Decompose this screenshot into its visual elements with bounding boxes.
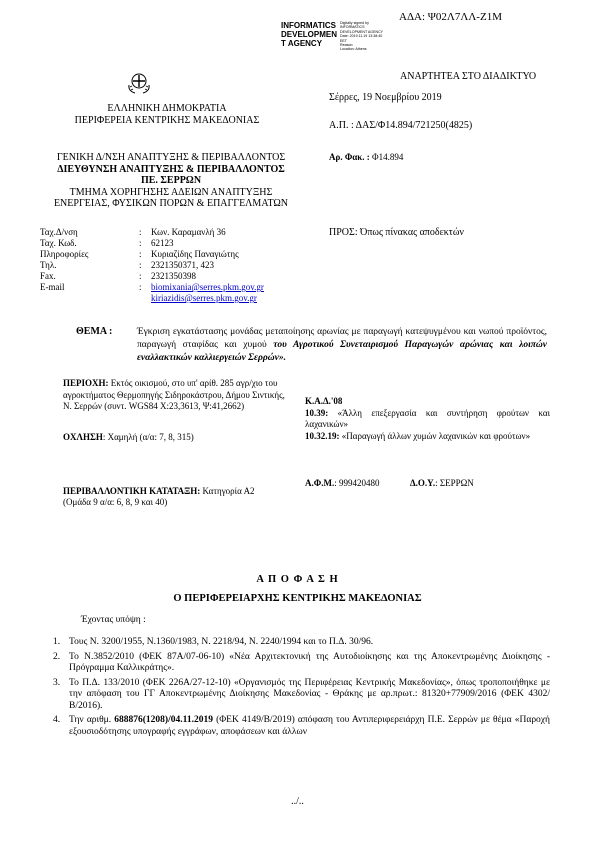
tax-id: Α.Φ.Μ.: 999420480: [305, 478, 380, 488]
contact-row: Πληροφορίες : Κυριαζίδης Παναγιώτης: [40, 249, 239, 259]
kad-info: Κ.Α.Δ.'08 10.39: «Άλλη επεξεργασία και συντήρηση φρούτων και λαχανικών» 10.32.19: «Παραγωγή άλλων χυμών λαχανικών και φρούτων»: [305, 396, 550, 441]
contact-row: Ταχ.Δ/νση : Κων. Καραμανλή 36: [40, 227, 226, 237]
file-number: Αρ. Φακ. : Φ14.894: [329, 152, 404, 162]
contact-row: Τηλ. : 2321350371, 423: [40, 260, 214, 270]
contact-row: Fax. : 2321350398: [40, 271, 196, 281]
list-item: 3. Το Π.Δ. 133/2010 (ΦΕΚ 226Α/27-12-10) «Οργανισμός της Περιφέρειας Κεντρικής Μακεδονίας», όπως τροποποιήθηκε με την απόφαση του ΓΓ Αποκεντρωμένης Διοίκησης Μακεδονίας - Θράκης με αρ.πρωτ.: 81320+77909/2016 (ΦΕΚ 4302/Β/2016).: [53, 677, 550, 711]
email-link-1[interactable]: biomixania@serres.pkm.gov.gr: [151, 282, 264, 292]
nuisance-info: ΟΧΛΗΣΗ: Χαμηλή (α/α: 7, 8, 315): [63, 432, 194, 442]
list-item: 4. Την αριθμ. 688876(1208)/04.11.2019 (ΦΕΚ 4149/Β/2019) απόφαση του Αντιπεριφερειάρχη Π.Ε. Σερρών με θέμα «Παροχή εξουσιοδότησης υπογραφής εγγράφων, αποφάσεων και άλλων: [53, 715, 550, 737]
list-item: 2. Το Ν.3852/2010 (ΦΕΚ 87Α/07-06-10) «Νέα Αρχιτεκτονική της Αυτοδιοίκησης και της Αποκεντρωμένης Διοίκησης - Πρόγραμμα Καλλικράτης».: [53, 651, 550, 673]
contact-row: Ταχ. Κωδ. : 62123: [40, 238, 174, 248]
tax-office: Δ.Ο.Υ.: ΣΕΡΡΩΝ: [410, 478, 474, 488]
environmental-class: ΠΕΡΙΒΑΛΛΟΝΤΙΚΗ ΚΑΤΑΤΑΞΗ: Κατηγορία Α2 (Ομάδα 9 α/α: 6, 8, 9 και 40): [63, 486, 255, 507]
decision-subtitle: Ο ΠΕΡΙΦΕΡΕΙΑΡΧΗΣ ΚΕΝΤΡΙΚΗΣ ΜΑΚΕΔΟΝΙΑΣ: [173, 593, 422, 604]
contact-row: [40, 293, 264, 304]
digital-signature-info: Digitally signed by INFORMATICS DEVELOPMENT AGENCY Date: 2019.11.19 13:38:40 EET Reason: Location: Athens: [340, 21, 384, 52]
issuer-block: ΕΛΛΗΝΙΚΗ ΔΗΜΟΚΡΑΤΙΑ ΠΕΡΙΦΕΡΕΙΑ ΚΕΝΤΡΙΚΗΣ ΜΑΚΕΔΟΝΙΑΣ: [74, 103, 260, 126]
online-notice: ΑΝΑΡΤΗΤΕΑ ΣΤΟ ΔΙΑΔΙΚΤΥΟ: [400, 71, 537, 82]
recipient: ΠΡΟΣ: Όπως πίνακας αποδεκτών: [329, 227, 464, 238]
contact-details: [40, 227, 264, 304]
decision-title: Α Π Ο Φ Α Σ Η: [256, 574, 339, 585]
place-date: Σέρρες, 19 Νοεμβρίου 2019: [329, 92, 442, 103]
protocol-number: Α.Π. : ΔΑΣ/Φ14.894/721250(4825): [329, 120, 473, 131]
subject-text: Έγκριση εγκατάστασης μονάδας μεταποίησης αρωνίας με παραγωγή κατεψυγμένου και νωπού προϊόντος, παραγωγή σταφίδας και χυμού του Αγροτικού Συνεταιρισμού Παραγωγών αρώνιας και λοιπών εναλλακτικών καλλιεργειών Σερρών».: [137, 327, 548, 363]
considerations-list: [53, 637, 550, 741]
ada-code: ΑΔΑ: Ψ02Λ7ΛΛ-Ζ1Μ: [399, 11, 502, 23]
signing-agency: INFORMATICS DEVELOPMEN T AGENCY: [281, 21, 338, 48]
subject-label: ΘΕΜΑ :: [76, 326, 113, 337]
greek-emblem-icon: [126, 72, 152, 94]
region-info: ΠΕΡΙΟΧΗ: Εκτός οικισμού, στο υπ' αρίθ. 285 αγρ/χιο του αγροκτήματος Θερμοπηγής Σιδηροκάστρου, Δήμου Σιντικής, Ν. Σερρών (συντ. WGS84 X:23,3613, Ψ:41,2662): [63, 378, 285, 411]
having-in-mind: Έχοντας υπόψη :: [81, 615, 146, 625]
list-item: 1. Τους Ν. 3200/1955, Ν.1360/1983, Ν. 2218/94, Ν. 2240/1994 και το Π.Δ. 30/96.: [53, 637, 374, 647]
email-link-2[interactable]: kiriazidis@serres.pkm.gov.gr: [151, 293, 257, 303]
continued-marker: ../..: [291, 796, 304, 807]
department-block: ΓΕΝΙΚΗ Δ/ΝΣΗ ΑΝΑΠΤΥΞΗΣ & ΠΕΡΙΒΑΛΛΟΝΤΟΣ ΔΙΕΥΘΥΝΣΗ ΑΝΑΠΤΥΞΗΣ & ΠΕΡΙΒΑΛΛΟΝΤΟΣ ΠΕ. ΣΕΡΡΩΝ ΤΜΗΜΑ ΧΟΡΗΓΗΣΗΣ ΑΔΕΙΩΝ ΑΝΑΠΤΥΞΗΣ ΕΝΕΡΓΕΙΑΣ, ΦΥΣΙΚΩΝ ΠΟΡΩΝ & ΕΠΑΓΓΕΛΜΑΤΩΝ: [53, 152, 289, 209]
contact-row: E-mail : biomixania@serres.pkm.gov.gr: [40, 282, 264, 292]
